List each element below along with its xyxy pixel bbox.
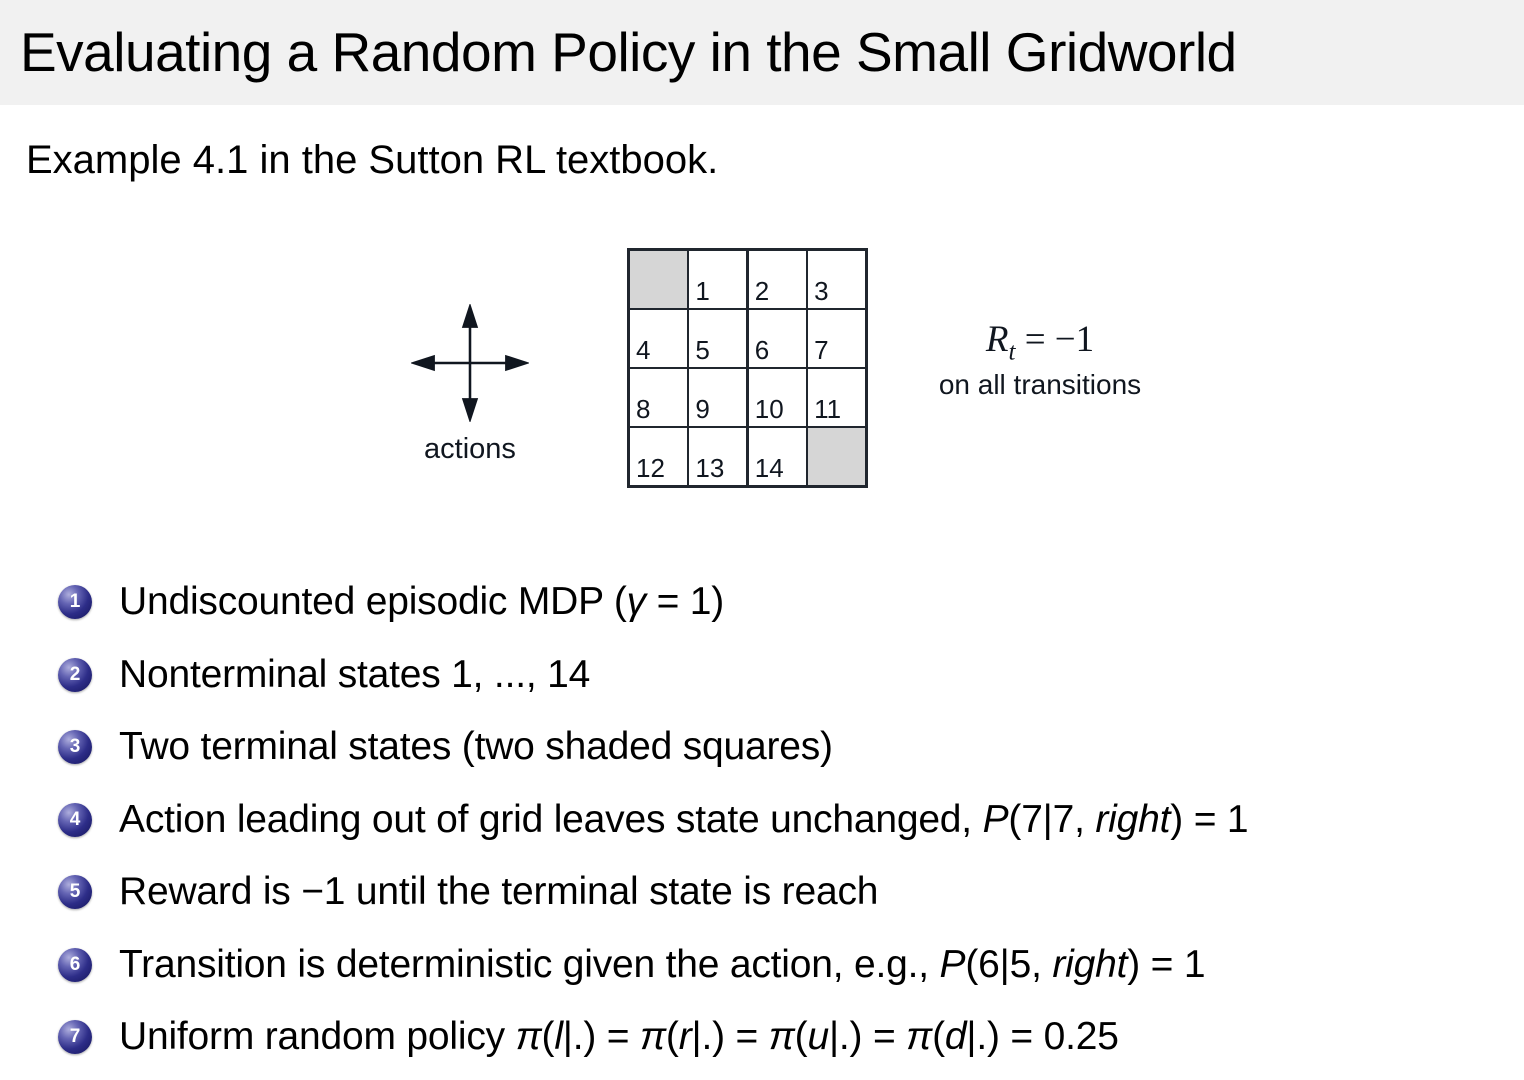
grid-cell-number: 5 — [695, 334, 710, 365]
grid-cell-number: 14 — [754, 453, 784, 483]
list-item — [58, 784, 1508, 857]
grid-cell — [630, 310, 687, 367]
grid-cell — [808, 369, 865, 426]
gridworld-grid — [627, 248, 868, 488]
reward-formula — [925, 320, 1155, 366]
grid-cell-number: 6 — [754, 334, 770, 365]
grid-cell — [689, 428, 746, 485]
list-item — [58, 639, 1508, 712]
item-number-badge: 3 — [58, 730, 92, 764]
list-item-text: Reward is −1 until the terminal state is reach — [119, 870, 879, 914]
grid-cell-number: 4 — [636, 334, 651, 365]
item-number-badge: 2 — [58, 658, 92, 692]
subtitle: Example 4.1 in the Sutton RL textbook. — [26, 138, 719, 182]
reward-subscript: t — [1008, 338, 1016, 366]
actions-figure — [408, 304, 532, 466]
list-item-text: Uniform random policy π(l|.) = π(r|.) = π(u|.) = π(d|.) = 0.25 — [119, 1015, 1119, 1059]
list-item-text: Transition is deterministic given the action, e.g., P(6|5, right) = 1 — [119, 942, 1206, 986]
list-item — [58, 1001, 1508, 1074]
item-number-badge: 6 — [58, 948, 92, 982]
grid-cell-number: 7 — [814, 334, 829, 365]
grid-cell-number: 9 — [695, 393, 710, 424]
item-number-badge: 4 — [58, 803, 92, 837]
reward-symbol: R — [985, 319, 1009, 360]
grid-cell — [630, 251, 687, 308]
item-number-badge: 1 — [58, 585, 92, 619]
item-number-badge: 5 — [58, 875, 92, 909]
grid-cell-number: 11 — [814, 393, 842, 424]
grid-cell — [630, 369, 687, 426]
grid-cell-number: 1 — [695, 275, 710, 306]
grid-cell — [689, 251, 746, 308]
list-item-text: Nonterminal states 1, ..., 14 — [119, 652, 591, 696]
grid-cell-number: 2 — [754, 275, 770, 306]
grid-cell — [749, 251, 806, 308]
list-item — [58, 711, 1508, 784]
grid-cell — [808, 310, 865, 367]
actions-label: actions — [424, 433, 516, 465]
grid-cell-number: 8 — [636, 393, 651, 424]
reward-value: = −1 — [1015, 319, 1095, 360]
reward-annotation — [925, 320, 1155, 401]
item-number-badge: 7 — [58, 1020, 92, 1054]
grid-cell — [749, 369, 806, 426]
reward-note: on all transitions — [938, 369, 1142, 401]
grid-cell — [808, 428, 865, 485]
grid-cell — [808, 251, 865, 308]
list-item-text: Undiscounted episodic MDP (γ = 1) — [119, 580, 725, 624]
grid-cell-number: 13 — [695, 453, 725, 483]
title-bar — [0, 0, 1524, 105]
grid-cell — [689, 310, 746, 367]
grid-cell — [630, 428, 687, 485]
grid-cell-number: 12 — [636, 453, 665, 483]
grid-cell — [749, 310, 806, 367]
bullet-list — [58, 566, 1508, 1074]
list-item — [58, 566, 1508, 639]
actions-cross-icon — [411, 304, 529, 422]
grid-cell-number: 3 — [814, 275, 829, 306]
list-item — [58, 856, 1508, 929]
grid-cell — [689, 369, 746, 426]
grid-cell-number: 10 — [754, 393, 784, 424]
list-item-text: Action leading out of grid leaves state unchanged, P(7|7, right) = 1 — [119, 797, 1249, 841]
list-item — [58, 929, 1508, 1002]
grid-cell — [749, 428, 806, 485]
page-title: Evaluating a Random Policy in the Small Gridworld — [20, 21, 1237, 83]
list-item-text: Two terminal states (two shaded squares) — [119, 725, 833, 769]
